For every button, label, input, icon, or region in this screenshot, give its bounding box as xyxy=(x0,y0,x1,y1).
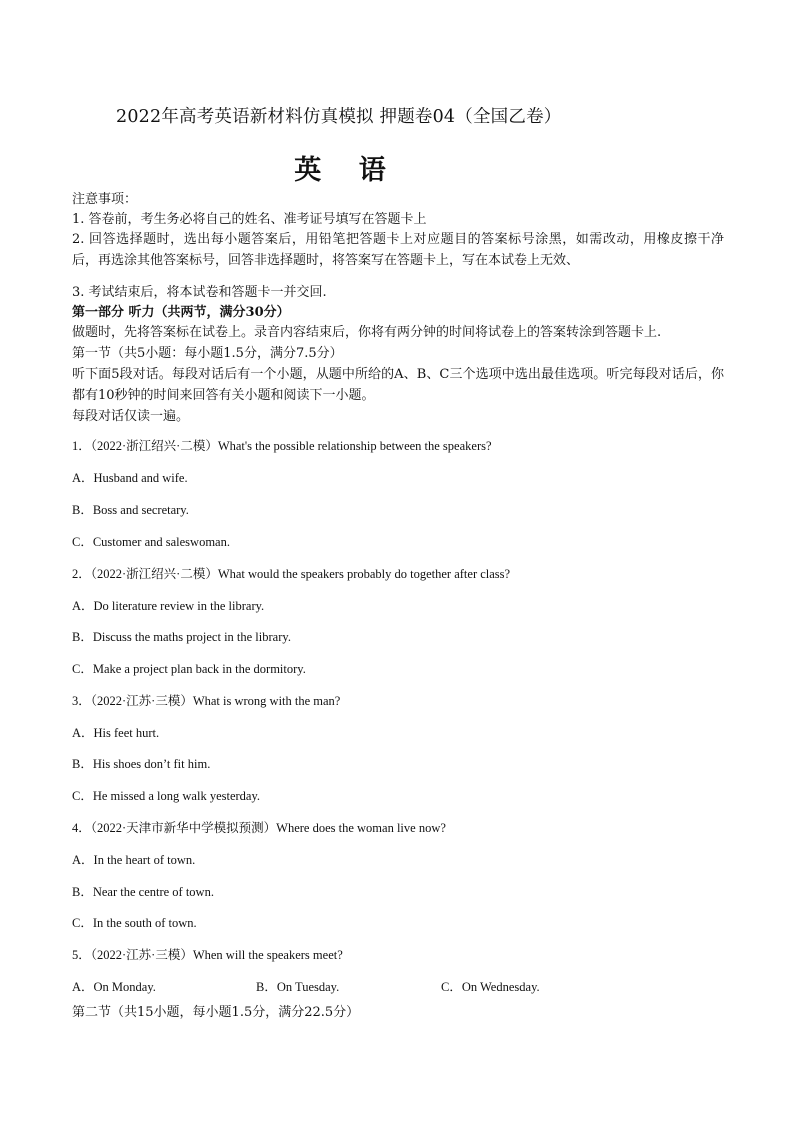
notice-item-1: 1. 答卷前，考生务必将自己的姓名、准考证号填写在答题卡上 xyxy=(72,212,427,227)
answer-option: A．His feet hurt. xyxy=(72,726,160,740)
section1-note: 每段对话仅读一遍。 xyxy=(72,409,190,424)
answer-option: B．Boss and secretary. xyxy=(72,503,189,517)
notice-item-2: 2. 回答选择题时，选出每小题答案后，用铅笔把答题卡上对应题目的答案标号涂黑，如需改动，用橡皮擦干净后，再选涂其他答案标号，回答非选择题时，将答案写在答题卡上，写在本试卷上无效、 xyxy=(72,232,724,268)
question-stem: 2．（2022·浙江绍兴·二模）What would the speakers probably do together after class? xyxy=(72,567,511,581)
answer-option: C．He missed a long walk yesterday. xyxy=(72,789,261,803)
question-stem: 5．（2022·江苏·三模）When will the speakers meet? xyxy=(72,948,343,962)
section1-heading: 第一节（共5小题：每小题1.5分，满分7.5分） xyxy=(72,346,343,361)
answer-option: C．Make a project plan back in the dormitory. xyxy=(72,662,306,676)
answer-option: B．On Tuesday. xyxy=(256,980,340,994)
section1-instruction: 听下面5段对话。每段对话后有一个小题，从题中所给的A、B、C三个选项中选出最佳选项。听完每段对话后，你都有10秒钟的时间来回答有关小题和阅读下一小题。 xyxy=(72,367,724,403)
answer-option: A．Do literature review in the library. xyxy=(72,599,265,613)
subject-heading: 英 语 xyxy=(294,155,400,186)
answer-option: B．Discuss the maths project in the library. xyxy=(72,630,291,644)
exam-title: 2022年高考英语新材料仿真模拟 押题卷04（全国乙卷） xyxy=(116,107,562,127)
answer-option: B．Near the centre of town. xyxy=(72,885,214,899)
answer-option: C．In the south of town. xyxy=(72,916,197,930)
answer-option: A．On Monday. xyxy=(72,980,156,994)
notice-heading: 注意事项： xyxy=(72,192,138,207)
question-stem: 3．（2022·江苏·三模）What is wrong with the man? xyxy=(72,694,341,708)
answer-option: A．In the heart of town. xyxy=(72,853,196,867)
answer-option: C．On Wednesday. xyxy=(441,980,540,994)
notice-item-3: 3. 考试结束后，将本试卷和答题卡一并交回. xyxy=(72,285,327,300)
question-stem: 4．（2022·天津市新华中学模拟预测）Where does the woman live now? xyxy=(72,821,446,835)
answer-option: C．Customer and saleswoman. xyxy=(72,535,230,549)
question-stem: 1．（2022·浙江绍兴·二模）What's the possible relationship between the speakers? xyxy=(72,439,492,453)
part1-instruction: 做题时，先将答案标在试卷上。录音内容结束后，你将有两分钟的时间将试卷上的答案转涂到答题卡上. xyxy=(72,325,662,340)
section2-heading: 第二节（共15小题，每小题1.5分，满分22.5分） xyxy=(72,1005,360,1020)
answer-option: A．Husband and wife. xyxy=(72,471,188,485)
answer-option: B．His shoes don’t fit him. xyxy=(72,757,211,771)
part1-heading: 第一部分 听力（共两节，满分30分） xyxy=(72,305,290,320)
